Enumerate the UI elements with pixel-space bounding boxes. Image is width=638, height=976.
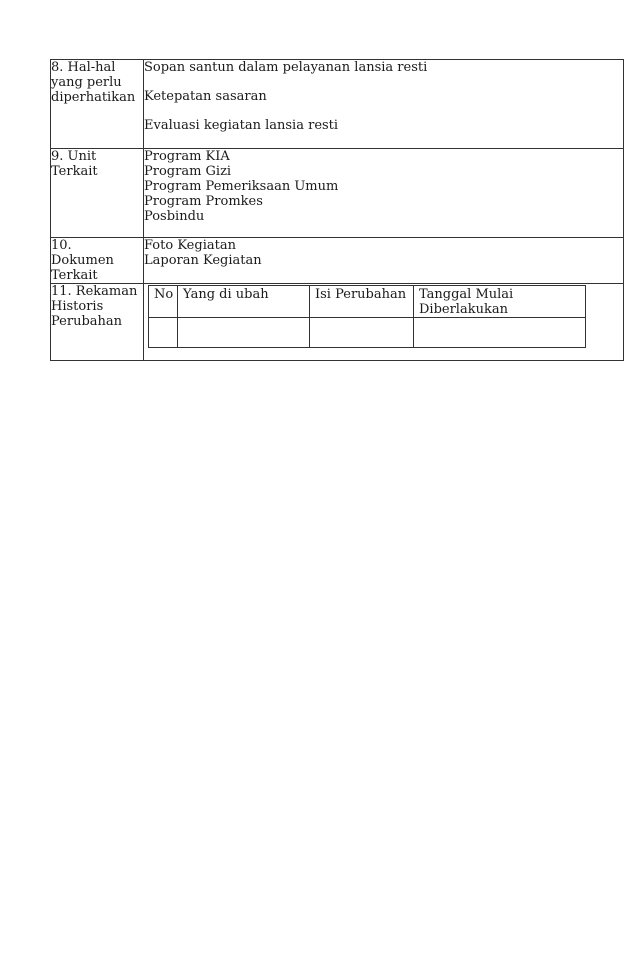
content-line: Program Promkes [144,194,263,209]
label-line: Terkait [51,268,98,283]
history-header-row [149,286,586,318]
row-label [51,238,144,284]
content-line: Ketepatan sasaran [144,89,267,104]
header-tanggal-mulai [414,286,586,318]
content-line: Program KIA [144,149,230,164]
empty-cell [310,318,414,348]
row-content [144,284,624,361]
row-label [51,284,144,361]
header-no: No [149,286,178,318]
row-content [144,60,624,149]
row-content [144,149,624,238]
label-line: yang perlu [51,75,122,90]
empty-cell [414,318,586,348]
header-line: Tanggal Mulai [419,287,514,302]
label-line: diperhatikan [51,90,136,105]
row-hal-hal [51,60,624,149]
empty-cell [178,318,310,348]
history-empty-row [149,318,586,348]
content-line: Program Pemeriksaan Umum [144,179,339,194]
empty-cell [149,318,178,348]
row-label [51,60,144,149]
label-line: Historis [51,299,104,314]
header-line: Diberlakukan [419,302,508,317]
content-line: Foto Kegiatan [144,238,236,253]
header-isi-perubahan: Isi Perubahan [310,286,414,318]
row-rekaman-historis [51,284,624,361]
content-line: Posbindu [144,209,205,224]
content-line: Laporan Kegiatan [144,253,262,268]
row-content [144,238,624,284]
row-label [51,149,144,238]
label-line: Terkait [51,164,98,179]
label-line: Perubahan [51,314,123,329]
row-unit-terkait [51,149,624,238]
history-table [148,285,586,348]
label-line: 10. [51,238,72,253]
content-line: Evaluasi kegiatan lansia resti [144,118,339,133]
label-line: 11. Rekaman [51,284,138,299]
row-dokumen-terkait [51,238,624,284]
document-page [50,59,624,361]
content-line: Program Gizi [144,164,232,179]
procedure-table [50,59,624,361]
header-yang-di-ubah: Yang di ubah [178,286,310,318]
label-line: 9. Unit [51,149,97,164]
content-line: Sopan santun dalam pelayanan lansia resti [144,60,428,75]
label-line: 8. Hal-hal [51,60,116,75]
label-line: Dokumen [51,253,114,268]
